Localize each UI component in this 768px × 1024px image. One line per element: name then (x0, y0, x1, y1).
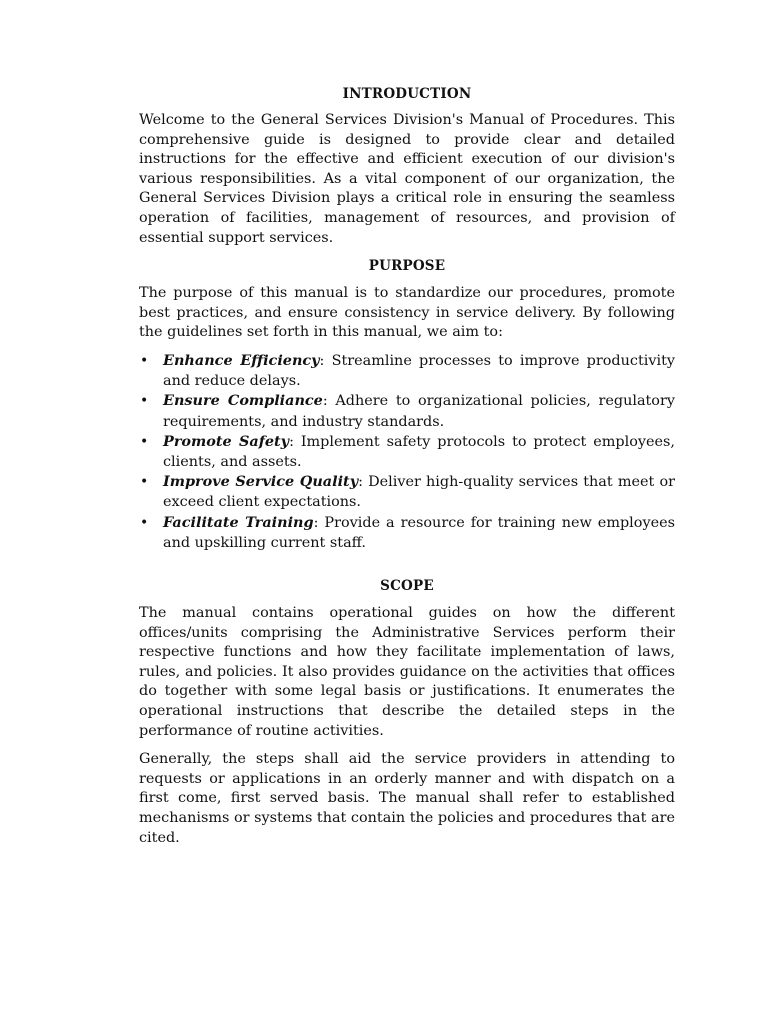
goal-description: : Streamline processes to improve productivity and reduce delays. (163, 352, 676, 390)
goal-item-quality (139, 472, 675, 512)
goal-term: Improve Service Quality (163, 473, 359, 491)
goal-term: Facilitate Training (163, 513, 314, 531)
goal-item-training (139, 513, 675, 553)
goal-term: Ensure Compliance (163, 392, 323, 410)
scope-paragraph: Generally, the steps shall aid the service providers in attending to requests or applications in an orderly manner and with dispatch on a first come, first served basis. The manual shall refer to established mechanisms or systems that contain the policies and procedures that are cited. (139, 751, 675, 846)
bullet-icon: • (140, 474, 149, 491)
purpose-paragraph: The purpose of this manual is to standardize our procedures, promote best practices, and ensure consistency in service delivery. By following the guidelines set forth in this manual, we aim to: (139, 285, 675, 341)
document-page (139, 86, 675, 848)
introduction-heading: INTRODUCTION (342, 86, 472, 102)
goals-list (139, 351, 675, 553)
bullet-icon: • (140, 514, 149, 531)
goal-item-compliance (139, 391, 675, 431)
goal-description: : Deliver high-quality services that meet or exceed client expectations. (163, 474, 675, 511)
scope-paragraph: The manual contains operational guides on how the different offices/units comprising the Administrative Services perform their respective functions and how they facilitate implementation of laws, rules, and policies. It also provides guidance on the activities that offices do together with some legal basis or justifications. It enumerates the operational instructions that describe the detailed steps in the performance of routine activities. (139, 604, 675, 739)
bullet-icon: • (140, 352, 149, 369)
goal-description: : Implement safety protocols to protect employees, clients, and assets. (163, 433, 675, 470)
goal-description: : Provide a resource for training new employees and upskilling current staff. (163, 514, 675, 551)
introduction-paragraph: Welcome to the General Services Division's Manual of Procedures. This comprehensive guide is designed to provide clear and detailed instructions for the effective and efficient execution of our division's various responsibilities. As a vital component of our organization, the General Services Division plays a critical role in ensuring the seamless operation of facilities, management of resources, and provision of essential support services. (139, 112, 675, 246)
goal-term: Promote Safety (163, 432, 290, 450)
goal-item-safety (139, 432, 675, 472)
scope-heading: SCOPE (380, 577, 434, 594)
goal-term: Enhance Efficiency (163, 351, 320, 369)
goal-description: : Adhere to organizational policies, regulatory requirements, and industry standards. (163, 393, 675, 430)
goal-item-efficiency (139, 351, 675, 391)
purpose-heading: PURPOSE (368, 258, 446, 275)
bullet-icon: • (140, 433, 149, 450)
bullet-icon: • (140, 393, 149, 410)
